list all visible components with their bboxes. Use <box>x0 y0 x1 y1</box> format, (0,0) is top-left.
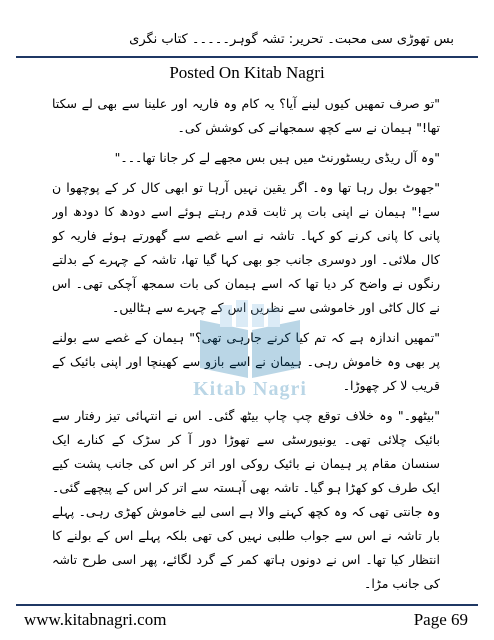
paragraph: "وہ آل ریڈی ریسٹورنٹ میں ہیں بس مجھے لے کر جانا تھا۔۔۔" <box>114 150 440 165</box>
paragraph: "جھوٹ بول رہا تھا وہ۔ اگر یقین نہیں آرہا تو ابھی کال کر کے پوچھوا ن سے!" ہیمان نے اپنی بات پر ثابت قدم رہتے ہوئے اسے دودھ کا دودھ اور پانی کا پانی کرنے کو کہا۔ تاشہ نے اسے غصے سے گھورتے ہوئے فاریہ کو کال ملائی۔ اور دوسری جانب جو بھی کہا گیا تھا، تاشہ کے چہرے کے بدلتے رنگوں نے واضح کر دیا تھا کہ اسے ہیمان کی بات سمجھ آچکی تھی۔ اس نے کال کاٹی اور خاموشی سے نظریں اس کے چہرے سے ہٹالیں۔ <box>52 180 440 315</box>
page-header: بس تھوڑی سی محبت۔ تحریر: تشہ گوہر۔۔۔۔۔ کتاب نگری <box>129 32 454 47</box>
paragraph: "تو صرف تمھیں کیوں لینے آیا؟ یہ کام وہ فاریہ اور علینا سے بھی لے سکتا تھا!" ہیمان نے سے کچھ سمجھانے کی کوشش کی۔ <box>52 96 440 135</box>
story-body <box>52 92 440 612</box>
posted-on-banner: Posted On Kitab Nagri <box>169 63 325 82</box>
header-divider <box>16 56 478 58</box>
watermark-text: Kitab Nagri <box>193 378 307 400</box>
page-number: Page 69 <box>413 610 468 629</box>
paragraph: "بیٹھو۔" وہ خلاف توقع چپ چاپ بیٹھ گئی۔ اس نے انتہائی تیز رفتار سے بائیک چلائی تھی۔ یونیورسٹی سے تھوڑا دور آ کر سڑک کے کنارے ایک سنسان مقام پر ہیمان نے بائیک روکی اور اتر کر اس کی جانب پشت کیے ایک طرف کو کھڑا ہو گیا۔ تاشہ بھی آہستہ سے اتر کر اس کے پیچھے گئی۔ وہ جانتی تھی کہ وہ کچھ کہنے والا ہے اسی لیے خاموش کھڑی رہی۔ پہلے بار تاشہ نے اس سے جواب طلبی نہیں کی تھی بلکہ پہلے اس کے بولنے کا انتظار کیا تھا۔ اس نے دونوں ہاتھ کمر کے گرد لگائے، پھر اسی طرح تاشہ کی جانب مڑا۔ <box>52 408 440 591</box>
footer-website-link[interactable]: www.kitabnagri.com <box>24 610 167 629</box>
paragraph: "تمھیں اندازہ ہے کہ تم کیا کرنے جارہی تھی؟" ہیمان کے غصے سے بولنے پر بھی وہ خاموش رہی۔ ہیمان نے اسے بازو سے کھینچا اور اپنی بائیک کے قریب لا کر چھوڑا۔ <box>52 330 440 393</box>
footer-divider <box>16 604 478 606</box>
